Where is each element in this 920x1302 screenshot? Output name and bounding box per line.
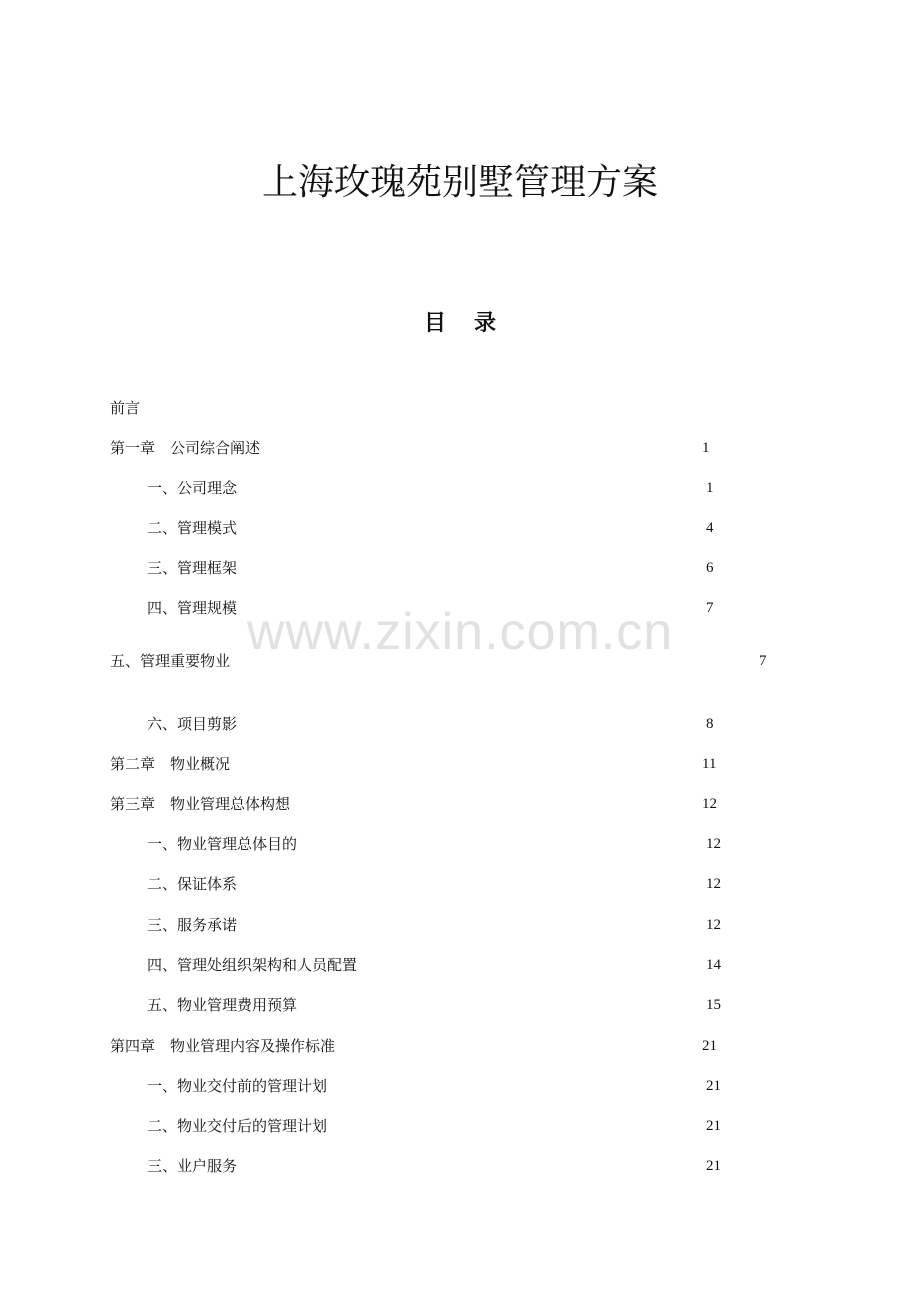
toc-entry-section[interactable]: 二、管理模式 — [147, 519, 238, 537]
toc-page-number: 12 — [706, 876, 721, 892]
toc-page-number: 21 — [706, 1158, 721, 1174]
toc-entry-section[interactable]: 四、管理处组织架构和人员配置 — [147, 956, 358, 974]
toc-entry-preface[interactable]: 前言 — [110, 399, 141, 417]
toc-entry-chapter-1[interactable]: 第一章 公司综合阐述 — [110, 439, 261, 457]
toc-entry-section[interactable]: 三、业户服务 — [147, 1157, 238, 1175]
toc-entry-section[interactable]: 二、保证体系 — [147, 875, 238, 893]
toc-page-number: 21 — [706, 1078, 721, 1094]
toc-heading-right: 录 — [474, 311, 497, 336]
watermark: www.zixin.com.cn — [246, 603, 674, 661]
toc-entry-section[interactable]: 二、物业交付后的管理计划 — [147, 1117, 328, 1135]
toc-entry-section[interactable]: 一、物业交付前的管理计划 — [147, 1077, 328, 1095]
document-title: 上海玫瑰苑别墅管理方案 — [261, 162, 658, 203]
toc-page-number: 1 — [702, 440, 710, 456]
toc-heading — [0, 308, 920, 340]
toc-page-number: 7 — [759, 653, 767, 669]
toc-entry-chapter-2[interactable]: 第二章 物业概况 — [110, 755, 231, 773]
toc-entry-section[interactable]: 五、管理重要物业 — [110, 652, 231, 670]
toc-page-number: 12 — [706, 917, 721, 933]
toc-page-number: 15 — [706, 997, 721, 1013]
toc-heading-left: 目 — [423, 311, 446, 336]
toc-entry-section[interactable]: 三、管理框架 — [147, 559, 238, 577]
toc-page-number: 4 — [706, 520, 714, 536]
toc-page-number: 6 — [706, 560, 714, 576]
toc-entry-section[interactable]: 四、管理规模 — [147, 599, 238, 617]
toc-page-number: 7 — [706, 600, 714, 616]
toc-entry-section[interactable]: 三、服务承诺 — [147, 916, 238, 934]
toc-entry-section[interactable]: 五、物业管理费用预算 — [147, 996, 298, 1014]
toc-entry-chapter-3[interactable]: 第三章 物业管理总体构想 — [110, 795, 291, 813]
toc-page-number: 11 — [702, 756, 717, 772]
toc-page-number: 1 — [706, 480, 714, 496]
toc-entry-section[interactable]: 一、公司理念 — [147, 479, 238, 497]
toc-entry-section[interactable]: 一、物业管理总体目的 — [147, 835, 298, 853]
toc-entry-section[interactable]: 六、项目剪影 — [147, 715, 238, 733]
toc-page-number: 8 — [706, 716, 714, 732]
toc-page-number: 21 — [702, 1038, 717, 1054]
toc-page-number: 12 — [702, 796, 717, 812]
toc-page-number: 21 — [706, 1118, 721, 1134]
toc-page-number: 14 — [706, 957, 721, 973]
toc-entry-chapter-4[interactable]: 第四章 物业管理内容及操作标准 — [110, 1037, 336, 1055]
toc-page-number: 12 — [706, 836, 721, 852]
